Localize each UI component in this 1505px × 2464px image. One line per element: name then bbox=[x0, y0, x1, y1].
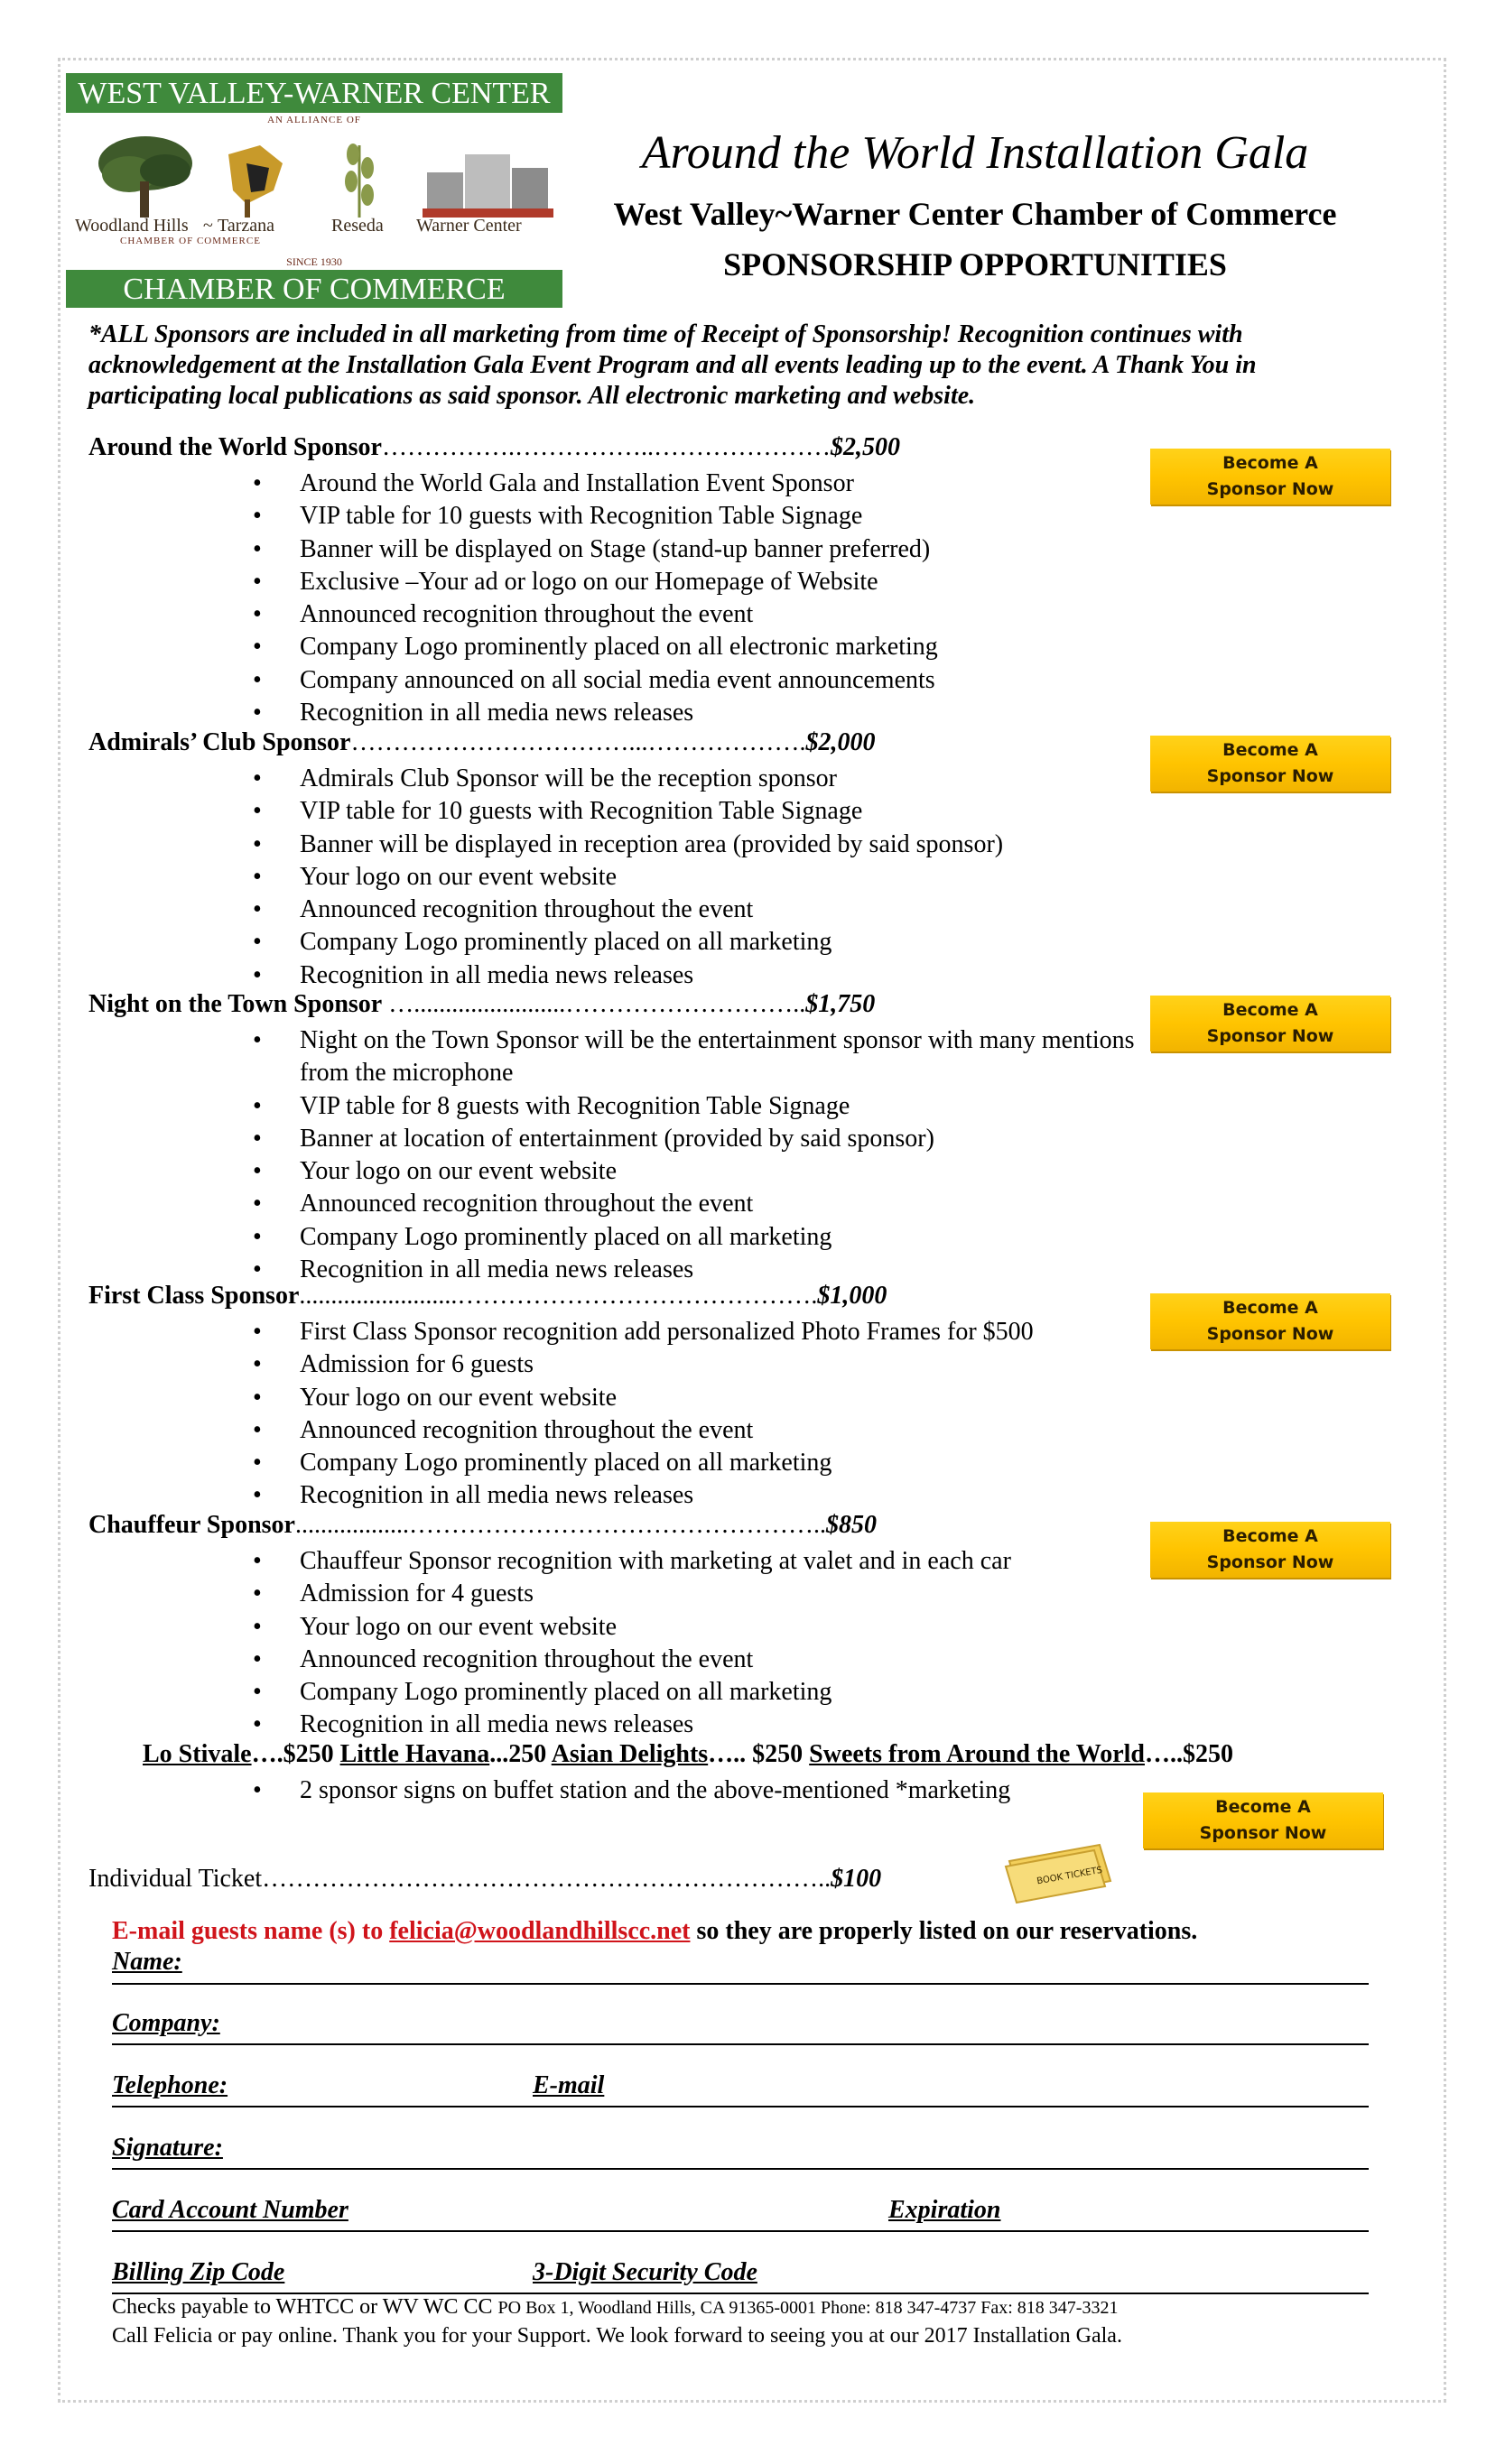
tier-benefits-night-on-the-town bbox=[253, 1024, 1184, 1286]
tier-benefits-around-the-world bbox=[253, 468, 938, 729]
list-item: • Recognition in all media news releases bbox=[253, 1254, 1184, 1286]
tier-dots: .........................……………………………………. bbox=[299, 1282, 818, 1310]
email-instruction-before: E-mail guests name (s) to bbox=[112, 1917, 390, 1945]
list-item: • Banner will be displayed in reception area (provided by said sponsor) bbox=[253, 829, 1003, 861]
ticket-dots: ………………………………………………………….. bbox=[262, 1865, 831, 1893]
tier-name: Admirals’ Club Sponsor bbox=[88, 728, 351, 756]
chamber-logo bbox=[66, 73, 562, 308]
logo-since: SINCE 1930 bbox=[286, 255, 342, 268]
button-line1: Become A bbox=[1222, 740, 1318, 760]
list-item: • Banner will be displayed on Stage (stand-up banner preferred) bbox=[253, 533, 938, 566]
list-item: • Admirals Club Sponsor will be the reception sponsor bbox=[253, 763, 1003, 795]
tier-dots: …………….……………..………………… bbox=[381, 433, 831, 461]
become-sponsor-button-restaurant[interactable] bbox=[1143, 1792, 1383, 1848]
list-item: • First Class Sponsor recognition add personalized Photo Frames for $500 bbox=[253, 1316, 1034, 1348]
company-field-line[interactable] bbox=[112, 2043, 1369, 2045]
list-item: • Chauffeur Sponsor recognition with marketing at valet and in each car bbox=[253, 1545, 1011, 1578]
oak-tree-icon bbox=[98, 136, 192, 218]
restaurant-price: ….$250 bbox=[251, 1740, 340, 1768]
become-sponsor-button-night-on-the-town[interactable] bbox=[1150, 996, 1390, 1051]
restaurant-asian-delights: Asian Delights bbox=[551, 1740, 709, 1768]
page-subtitle: SPONSORSHIP OPPORTUNITIES bbox=[723, 246, 1227, 283]
card-field-line[interactable] bbox=[112, 2230, 1369, 2232]
book-tickets-text: BOOK TICKETS bbox=[1036, 1865, 1103, 1887]
telephone-email-field-line[interactable] bbox=[112, 2106, 1369, 2107]
list-item: • Announced recognition throughout the event bbox=[253, 1644, 1011, 1676]
tier-heading-chauffeur bbox=[88, 1511, 877, 1540]
email-field-label: E-mail bbox=[533, 2071, 605, 2099]
list-item: • VIP table for 8 guests with Recognition Table Signage bbox=[253, 1090, 1184, 1123]
logo-label-warner-center: Warner Center bbox=[416, 216, 522, 236]
footer-contact-text: PO Box 1, Woodland Hills, CA 91365-0001 Phone: 818 347-4737 Fax: 818 347-3321 bbox=[497, 2298, 1119, 2318]
button-line2: Sponsor Now bbox=[1206, 1324, 1334, 1344]
logo-label-woodland-hills: Woodland Hills bbox=[75, 216, 189, 236]
tier-price: $2,500 bbox=[830, 433, 900, 461]
list-item: • Your logo on our event website bbox=[253, 1382, 1034, 1414]
list-item: • Company Logo prominently placed on all marketing bbox=[253, 1676, 1011, 1709]
restaurant-sweets: Sweets from Around the World bbox=[809, 1740, 1145, 1768]
billing-zip-field-label: Billing Zip Code bbox=[112, 2258, 285, 2286]
buildings-icon bbox=[423, 154, 553, 218]
restaurant-sponsors-line bbox=[143, 1740, 1233, 1769]
ticket-price: $100 bbox=[831, 1865, 882, 1893]
restaurant-benefits bbox=[253, 1774, 1010, 1807]
button-line2: Sponsor Now bbox=[1206, 1026, 1334, 1046]
list-item: • Company Logo prominently placed on all electronic marketing bbox=[253, 631, 938, 663]
button-line1: Become A bbox=[1222, 1000, 1318, 1020]
signature-field-label: Signature: bbox=[112, 2134, 223, 2162]
security-code-field-label: 3-Digit Security Code bbox=[533, 2258, 757, 2286]
list-item: • Banner at location of entertainment (provided by said sponsor) bbox=[253, 1123, 1184, 1155]
tier-dots: …........................……………………….. bbox=[382, 990, 806, 1018]
plant-icon bbox=[345, 144, 374, 218]
logo-coc-small: CHAMBER OF COMMERCE bbox=[120, 236, 261, 246]
logo-label-tarzana: Tarzana bbox=[218, 216, 274, 236]
list-item: • Your logo on our event website bbox=[253, 1155, 1184, 1188]
expiration-field-label: Expiration bbox=[888, 2196, 1001, 2224]
intro-paragraph: *ALL Sponsors are included in all marketing from time of Receipt of Sponsorship! Recognition continues with acknowledgement at the Installation Gala Event Program and all events leading up to the event. A Thank You in participating local publications as said sponsor. All electronic marketing and website. bbox=[88, 320, 1257, 410]
tier-dots: ..................………………………………………….. bbox=[294, 1511, 826, 1539]
email-instruction-after: so they are properly listed on our reservations. bbox=[690, 1917, 1198, 1945]
footer-thanks-line: Call Felicia or pay online. Thank you for your Support. We look forward to seeing you at our 2017 Installation Gala. bbox=[112, 2324, 1122, 2348]
list-item: • Admission for 4 guests bbox=[253, 1578, 1011, 1610]
list-item: • VIP table for 10 guests with Recognition Table Signage bbox=[253, 500, 938, 533]
become-sponsor-button-around-the-world[interactable] bbox=[1150, 449, 1390, 505]
button-line2: Sponsor Now bbox=[1206, 1552, 1334, 1572]
list-item: • Your logo on our event website bbox=[253, 861, 1003, 894]
logo-label-reseda: Reseda bbox=[331, 216, 384, 236]
tier-name: Around the World Sponsor bbox=[88, 433, 382, 461]
tier-heading-admirals-club bbox=[88, 728, 875, 757]
tier-heading-night-on-the-town bbox=[88, 990, 875, 1019]
tier-heading-first-class bbox=[88, 1282, 887, 1311]
list-item: • Announced recognition throughout the event bbox=[253, 598, 938, 631]
list-item: • Announced recognition throughout the event bbox=[253, 1414, 1034, 1447]
logo-bottom-banner: CHAMBER OF COMMERCE bbox=[66, 270, 562, 308]
logo-label-tilde: ~ bbox=[203, 216, 213, 236]
list-item: • Announced recognition throughout the event bbox=[253, 894, 1003, 926]
list-item: • Company announced on all social media event announcements bbox=[253, 664, 938, 697]
company-field-label: Company: bbox=[112, 2009, 220, 2037]
ticket-label: Individual Ticket bbox=[88, 1865, 263, 1893]
list-item: • Recognition in all media news releases bbox=[253, 1709, 1011, 1741]
list-item: • Company Logo prominently placed on all marketing bbox=[253, 1447, 1034, 1479]
become-sponsor-button-admirals-club[interactable] bbox=[1150, 736, 1390, 792]
become-sponsor-button-first-class[interactable] bbox=[1150, 1293, 1390, 1349]
become-sponsor-button-chauffeur[interactable] bbox=[1150, 1522, 1390, 1578]
footer-checks-text: Checks payable to WHTCC or WV WC CC bbox=[112, 2295, 498, 2319]
logo-alliance-text: AN ALLIANCE OF bbox=[267, 115, 361, 125]
restaurant-little-havana: Little Havana bbox=[339, 1740, 490, 1768]
list-item: • Exclusive –Your ad or logo on our Homepage of Website bbox=[253, 566, 938, 598]
button-line1: Become A bbox=[1222, 453, 1318, 473]
card-number-field-label: Card Account Number bbox=[112, 2196, 348, 2224]
list-item: • Recognition in all media news releases bbox=[253, 959, 1003, 992]
list-item: • Night on the Town Sponsor will be the entertainment sponsor with many mentions from the microphone bbox=[253, 1024, 1184, 1090]
tier-price: $2,000 bbox=[805, 728, 876, 756]
tier-benefits-admirals-club bbox=[253, 763, 1003, 992]
list-item: • Company Logo prominently placed on all marketing bbox=[253, 926, 1003, 959]
tier-name: Night on the Town Sponsor bbox=[88, 990, 383, 1018]
list-item: • Recognition in all media news releases bbox=[253, 1479, 1034, 1512]
email-link[interactable]: felicia@woodlandhillscc.net bbox=[389, 1917, 691, 1945]
tier-name: First Class Sponsor bbox=[88, 1282, 300, 1310]
button-line2: Sponsor Now bbox=[1206, 479, 1334, 499]
restaurant-price: …..$250 bbox=[1144, 1740, 1233, 1768]
tier-price: $1,000 bbox=[817, 1282, 887, 1310]
list-item: • Admission for 6 guests bbox=[253, 1348, 1034, 1381]
list-item: • Around the World Gala and Installation Event Sponsor bbox=[253, 468, 938, 500]
book-tickets-icon[interactable] bbox=[1000, 1841, 1118, 1904]
telephone-field-label: Telephone: bbox=[112, 2071, 228, 2099]
list-item: • 2 sponsor signs on buffet station and the above-mentioned *marketing bbox=[253, 1774, 1010, 1807]
eagle-icon bbox=[228, 145, 283, 218]
restaurant-price: ….. $250 bbox=[708, 1740, 810, 1768]
page-title: Around the World Installation Gala bbox=[641, 127, 1309, 179]
tier-heading-around-the-world bbox=[88, 433, 900, 462]
signature-field-line[interactable] bbox=[112, 2168, 1369, 2170]
footer-checks-line bbox=[112, 2295, 1118, 2320]
organization-name: West Valley~Warner Center Chamber of Commerce bbox=[613, 196, 1337, 232]
button-line1: Become A bbox=[1222, 1298, 1318, 1318]
restaurant-lo-stivale: Lo Stivale bbox=[143, 1740, 252, 1768]
restaurant-price: ...250 bbox=[489, 1740, 552, 1768]
list-item: • Your logo on our event website bbox=[253, 1611, 1011, 1644]
button-line1: Become A bbox=[1222, 1526, 1318, 1546]
list-item: • Company Logo prominently placed on all marketing bbox=[253, 1221, 1184, 1254]
tier-price: $850 bbox=[825, 1511, 877, 1539]
email-instruction bbox=[112, 1917, 1197, 1946]
list-item: • Recognition in all media news releases bbox=[253, 697, 938, 729]
billing-field-line[interactable] bbox=[112, 2293, 1369, 2294]
name-field-line[interactable] bbox=[112, 1983, 1369, 1985]
list-item: • VIP table for 10 guests with Recognition Table Signage bbox=[253, 795, 1003, 828]
button-line1: Become A bbox=[1215, 1797, 1311, 1817]
tier-benefits-first-class bbox=[253, 1316, 1034, 1513]
tier-name: Chauffeur Sponsor bbox=[88, 1511, 295, 1539]
list-item: • Announced recognition throughout the event bbox=[253, 1188, 1184, 1220]
tier-benefits-chauffeur bbox=[253, 1545, 1011, 1742]
name-field-label: Name: bbox=[112, 1948, 182, 1976]
tier-price: $1,750 bbox=[805, 990, 876, 1018]
individual-ticket-line bbox=[88, 1865, 881, 1894]
button-line2: Sponsor Now bbox=[1206, 766, 1334, 786]
tier-dots: ……………………………...………………. bbox=[350, 728, 806, 756]
logo-top-banner: WEST VALLEY-WARNER CENTER bbox=[66, 73, 562, 113]
button-line2: Sponsor Now bbox=[1199, 1823, 1327, 1843]
